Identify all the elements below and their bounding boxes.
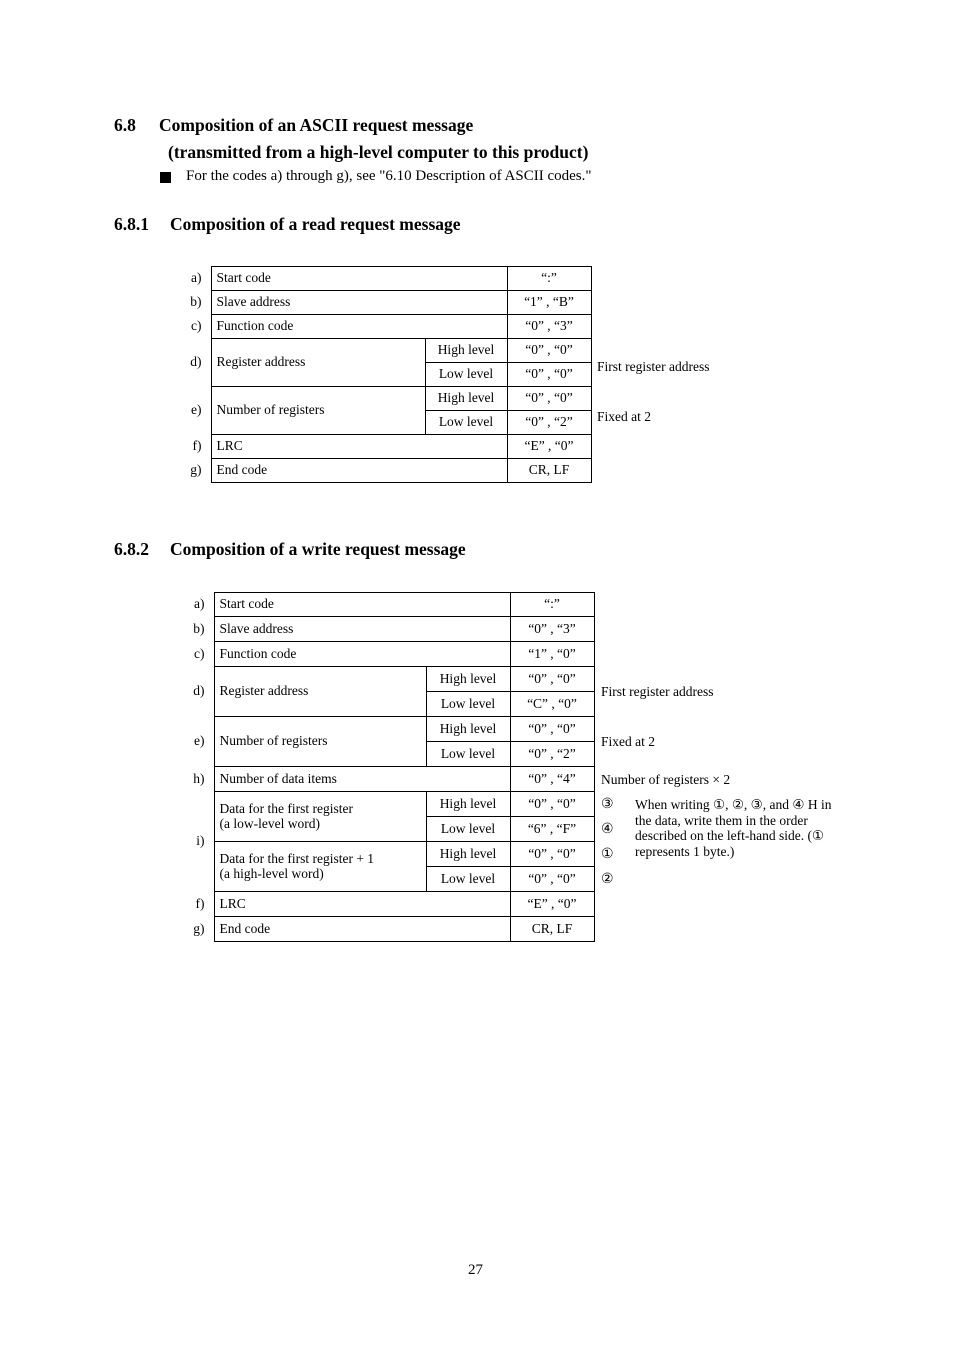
data-second-register-line1: Data for the first register + 1 xyxy=(219,850,375,866)
level-high: High level xyxy=(426,842,510,867)
row-name: Register address xyxy=(211,339,425,387)
row-label: h) xyxy=(193,770,205,786)
row-name: Number of registers xyxy=(211,387,425,435)
row-name: Function code xyxy=(214,642,510,667)
row-value: “0” , “3” xyxy=(507,315,591,339)
data-second-register-line2: (a high-level word) xyxy=(219,865,324,881)
level-low: Low level xyxy=(425,363,507,387)
bullet-square-icon xyxy=(160,172,171,183)
level-low: Low level xyxy=(426,867,510,892)
value-high: “0” , “0” xyxy=(510,717,594,742)
row-name: LRC xyxy=(214,892,510,917)
row-value: “1” , “B” xyxy=(507,291,591,315)
row-label: e) xyxy=(194,733,205,749)
row-label: b) xyxy=(193,620,205,636)
value-high: “0” , “0” xyxy=(510,792,594,817)
read-number-registers-note: Fixed at 2 xyxy=(597,409,651,424)
data-first-register-plus-one xyxy=(214,842,426,892)
table-row xyxy=(182,767,594,792)
row-name: LRC xyxy=(211,435,507,459)
table-row xyxy=(179,315,591,339)
data-first-register-line2: (a low-level word) xyxy=(219,815,320,831)
table-row xyxy=(182,617,594,642)
bullet-note: For the codes a) through g), see "6.10 Description of ASCII codes." xyxy=(186,168,592,184)
data-first-register-line1: Data for the first register xyxy=(219,800,353,816)
row-name: Start code xyxy=(214,593,510,617)
value-high: “0” , “0” xyxy=(507,387,591,411)
table-row xyxy=(182,717,594,742)
row-value: “:” xyxy=(510,593,594,617)
row-value: “:” xyxy=(507,267,591,291)
row-value: CR, LF xyxy=(510,917,594,942)
row-value: “0” , “3” xyxy=(510,617,594,642)
section-title-line1: Composition of an ASCII request message xyxy=(159,115,474,135)
section-title-line2: (transmitted from a high-level computer to this product) xyxy=(168,142,589,162)
write-section-title: Composition of a write request message xyxy=(170,539,466,559)
row-label: a) xyxy=(194,596,205,612)
table-row xyxy=(182,667,594,692)
value-low: “0” , “0” xyxy=(507,363,591,387)
row-label: f) xyxy=(195,895,205,911)
byte-marker: ④ xyxy=(601,822,614,837)
row-label: i) xyxy=(196,833,205,849)
row-label: a) xyxy=(191,270,202,286)
row-name: End code xyxy=(214,917,510,942)
value-low: “6” , “F” xyxy=(510,817,594,842)
row-name: Slave address xyxy=(211,291,507,315)
section-number: 6.8 xyxy=(114,115,136,135)
row-name: Number of registers xyxy=(214,717,426,767)
byte-marker: ② xyxy=(601,872,614,887)
write-section-number: 6.8.2 xyxy=(114,539,149,559)
level-high: High level xyxy=(426,792,510,817)
level-low: Low level xyxy=(425,411,507,435)
row-label: e) xyxy=(191,402,202,418)
level-high: High level xyxy=(426,717,510,742)
level-high: High level xyxy=(425,339,507,363)
value-low: “0” , “2” xyxy=(507,411,591,435)
row-label: c) xyxy=(194,645,205,661)
read-register-address-note: First register address xyxy=(597,359,710,374)
level-high: High level xyxy=(425,387,507,411)
row-value: “E” , “0” xyxy=(510,892,594,917)
write-number-registers-note: Fixed at 2 xyxy=(601,734,655,749)
write-register-address-note: First register address xyxy=(601,684,714,699)
table-row xyxy=(182,892,594,917)
table-row xyxy=(182,593,594,617)
row-name: Start code xyxy=(211,267,507,291)
value-low: “0” , “2” xyxy=(510,742,594,767)
value-low: “0” , “0” xyxy=(510,867,594,892)
write-request-table xyxy=(182,592,595,942)
level-low: Low level xyxy=(426,817,510,842)
table-row xyxy=(179,435,591,459)
row-label: d) xyxy=(193,683,205,699)
table-row xyxy=(179,267,591,291)
value-low: “C” , “0” xyxy=(510,692,594,717)
number-data-items-note: Number of registers × 2 xyxy=(601,772,731,787)
table-row xyxy=(179,459,591,483)
byte-marker: ③ xyxy=(601,797,614,812)
table-row xyxy=(182,642,594,667)
level-low: Low level xyxy=(426,742,510,767)
level-high: High level xyxy=(426,667,510,692)
row-name: Register address xyxy=(214,667,426,717)
table-row xyxy=(182,842,594,867)
write-order-note: When writing ①, ②, ③, and ④ H in the data, write them in the order described on the left-hand side. (① represents 1 byte.) xyxy=(635,797,832,859)
value-high: “0” , “0” xyxy=(510,842,594,867)
row-name: End code xyxy=(211,459,507,483)
table-row xyxy=(179,387,591,411)
table-row xyxy=(182,792,594,817)
row-value: “0” , “4” xyxy=(510,767,594,792)
row-label: b) xyxy=(190,294,202,310)
value-high: “0” , “0” xyxy=(510,667,594,692)
row-label: f) xyxy=(192,438,202,454)
level-low: Low level xyxy=(426,692,510,717)
row-value: “1” , “0” xyxy=(510,642,594,667)
row-name: Number of data items xyxy=(214,767,510,792)
row-label: d) xyxy=(190,354,202,370)
read-section-number: 6.8.1 xyxy=(114,214,149,234)
table-row xyxy=(179,339,591,363)
row-label: g) xyxy=(193,920,205,936)
page-number: 27 xyxy=(468,1262,483,1278)
data-first-register xyxy=(214,792,426,842)
table-row xyxy=(182,917,594,942)
row-name: Function code xyxy=(211,315,507,339)
value-high: “0” , “0” xyxy=(507,339,591,363)
row-label: g) xyxy=(190,462,202,478)
read-section-title: Composition of a read request message xyxy=(170,214,461,234)
row-label: c) xyxy=(191,318,202,334)
row-name: Slave address xyxy=(214,617,510,642)
row-value: CR, LF xyxy=(507,459,591,483)
byte-marker: ① xyxy=(601,847,614,862)
row-value: “E” , “0” xyxy=(507,435,591,459)
table-row xyxy=(179,291,591,315)
read-request-table xyxy=(179,266,592,483)
